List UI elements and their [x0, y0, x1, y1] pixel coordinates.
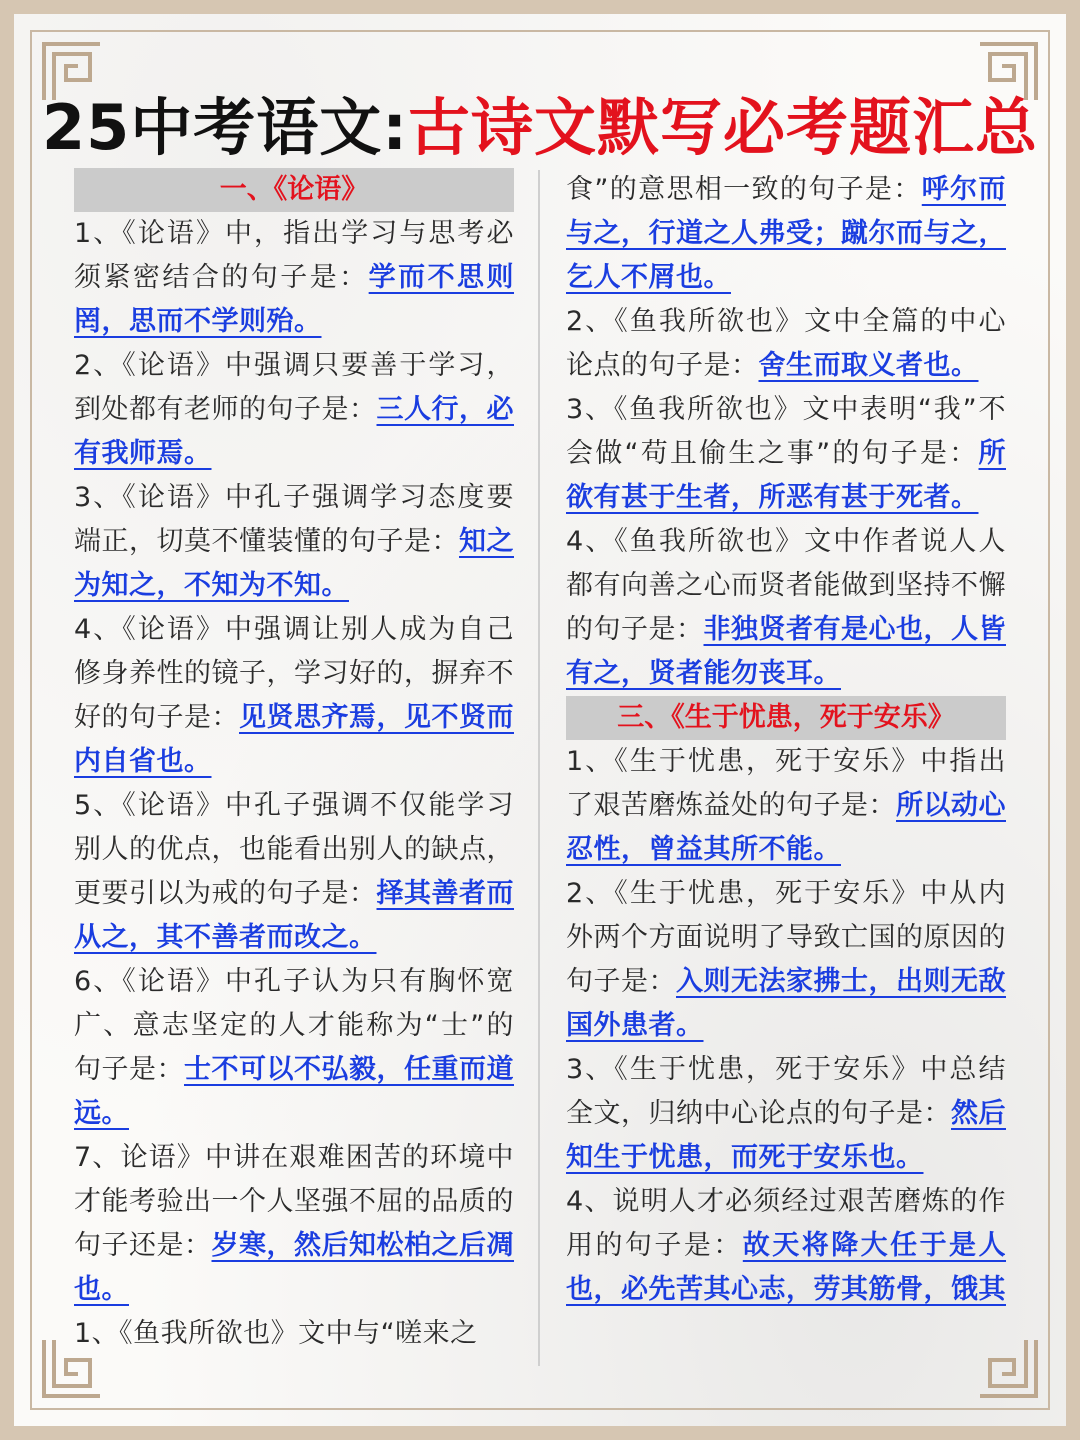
section-header-shengyu: 三、《生于忧患，死于安乐》: [566, 696, 1006, 740]
answer-text: 岁寒，然后知松柏之后凋也。: [74, 1230, 514, 1305]
question-text: 6、《论语》中孔子认为只有胸怀宽广、意志坚定的人才能称为“士”的句子是：: [74, 966, 514, 1085]
list-item: [566, 300, 1006, 388]
question-text: 2、《生于忧患，死于安乐》中从内外两个方面说明了导致亡国的原因的句子是：: [566, 878, 1006, 997]
question-text: 1、《鱼我所欲也》文中与“嗟来之: [74, 1318, 478, 1349]
title-prefix: 25中考语文:: [41, 91, 409, 164]
list-item: [566, 872, 1006, 1048]
answer-text: 所欲有甚于生者，所恶有甚于死者。: [566, 438, 1006, 513]
page-title: [0, 78, 1080, 167]
question-text: 5、《论语》中孔子强调不仅能学习别人的优点，也能看出别人的缺点，更要引以为戒的句子是：: [74, 790, 514, 909]
question-text: 1、《论语》中，指出学习与思考必须紧密结合的句子是：: [74, 218, 514, 293]
left-column: [74, 168, 514, 1356]
list-item: [74, 960, 514, 1136]
question-text: 4、《鱼我所欲也》文中作者说人人都有向善之心而贤者能做到坚持不懈的句子是：: [566, 526, 1006, 645]
list-item: [74, 784, 514, 960]
list-item: [566, 520, 1006, 696]
question-text: 3、《鱼我所欲也》文中表明“我”不会做“苟且偷生之事”的句子是：: [566, 394, 1006, 469]
answer-text: 知之为知之，不知为不知。: [74, 526, 514, 601]
list-item: [74, 476, 514, 608]
answer-text: 择其善者而从之，其不善者而改之。: [74, 878, 514, 953]
answer-text: 非独贤者有是心也，人皆有之，贤者能勿丧耳。: [566, 614, 1006, 689]
list-item: [74, 1136, 514, 1312]
question-text: 4、说明人才必须经过艰苦磨炼的作用的句子是：: [566, 1186, 1006, 1261]
list-item: [566, 388, 1006, 520]
list-item: [74, 1312, 514, 1356]
right-column: [566, 168, 1006, 1312]
question-text: 3、《论语》中孔子强调学习态度要端正，切莫不懂装懂的句子是：: [74, 482, 514, 557]
section-header-lunyu: 一、《论语》: [74, 168, 514, 212]
answer-text: 呼尔而与之，行道之人弗受；蹴尔而与之，乞人不屑也。: [566, 174, 1006, 293]
list-item: [566, 740, 1006, 872]
title-main: 古诗文默写必考题汇总: [408, 91, 1039, 164]
answer-text: 故天将降大任于是人也，必先苦其心志，劳其筋骨，饿其: [566, 1230, 1007, 1305]
list-item: [74, 212, 514, 344]
answer-text: 然后知生于忧患，而死于安乐也。: [566, 1098, 1006, 1173]
question-text: 4、《论语》中强调让别人成为自己修身养性的镜子，学习好的，摒弃不好的句子是：: [74, 614, 514, 733]
answer-text: 所以动心忍性，曾益其所不能。: [566, 790, 1006, 865]
list-item: [566, 1180, 1006, 1312]
question-text: 1、《生于忧患，死于安乐》中指出了艰苦磨炼益处的句子是：: [566, 746, 1006, 821]
question-text: 2、《论语》中强调只要善于学习，到处都有老师的句子是：: [74, 350, 514, 425]
answer-text: 入则无法家拂士，出则无敌国外患者。: [566, 966, 1006, 1041]
list-item: [566, 1048, 1006, 1180]
answer-text: 舍生而取义者也。: [758, 350, 979, 381]
question-text: 食”的意思相一致的句子是：: [566, 174, 922, 205]
corner-ornament-icon: [976, 1336, 1040, 1400]
question-text: 7、论语》中讲在艰难困苦的环境中才能考验出一个人坚强不屈的品质的句子还是：: [74, 1142, 514, 1261]
list-item: [74, 344, 514, 476]
answer-text: 学而不思则罔，思而不学则殆。: [74, 262, 515, 337]
list-item: [74, 608, 514, 784]
question-text: 3、《生于忧患，死于安乐》中总结全文，归纳中心论点的句子是：: [566, 1054, 1006, 1129]
answer-text: 士不可以不弘毅，任重而道远。: [74, 1054, 514, 1129]
column-divider: [538, 170, 540, 1366]
question-text: 2、《鱼我所欲也》文中全篇的中心论点的句子是：: [566, 306, 1006, 381]
answer-text: 三人行，必有我师焉。: [74, 394, 514, 469]
list-item: [566, 168, 1006, 300]
answer-text: 见贤思齐焉，见不贤而内自省也。: [74, 702, 514, 777]
